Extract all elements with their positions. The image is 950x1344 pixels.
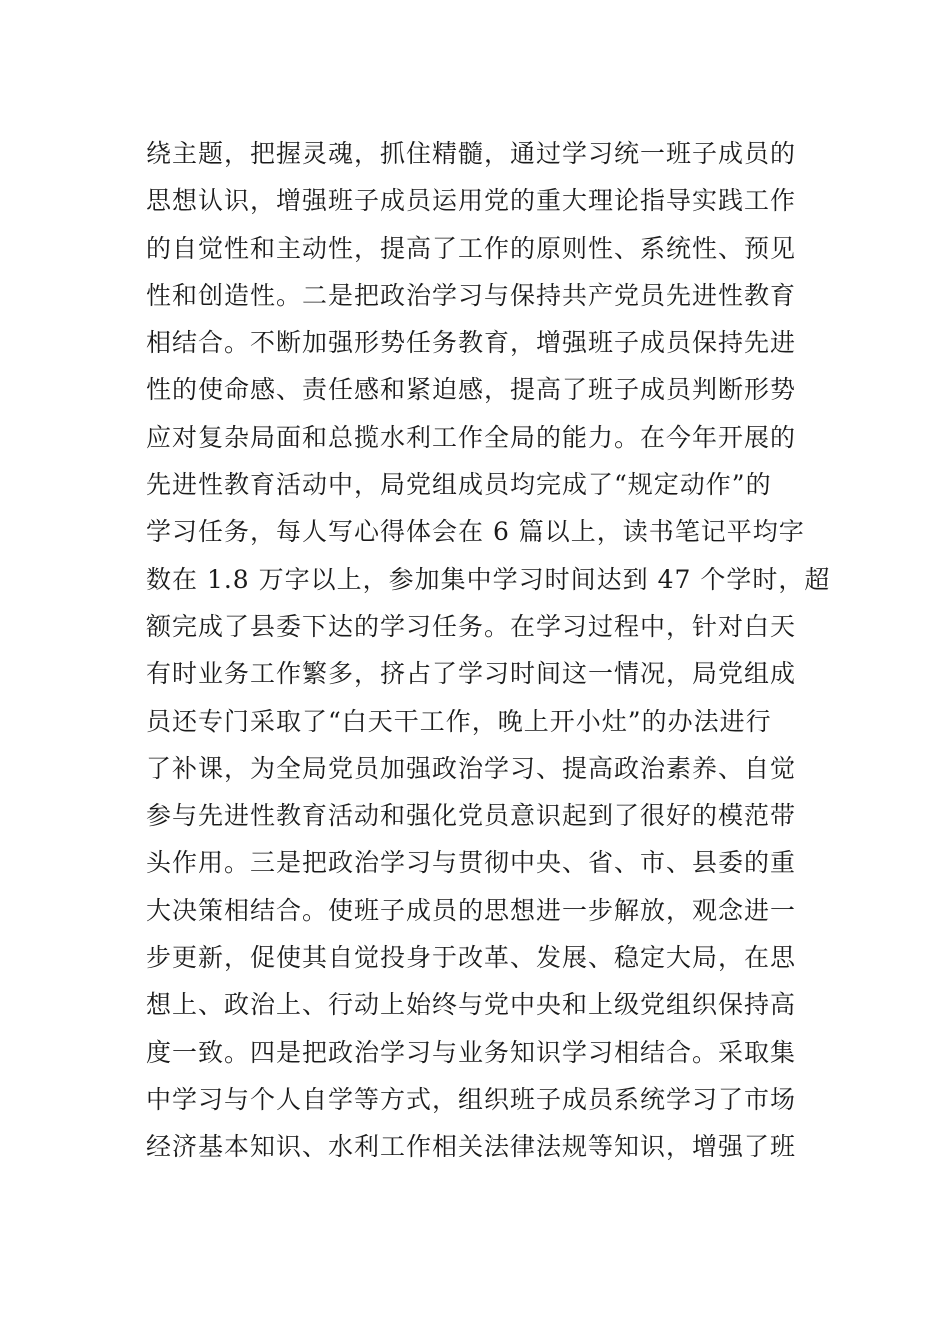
text-line: 思想认识，增强班子成员运用党的重大理论指导实践工作	[146, 186, 797, 216]
text-line: 有时业务工作繁多，挤占了学习时间这一情况，局党组成	[146, 659, 797, 689]
text-line: 先进性教育活动中，局党组成员均完成了“规定动作”的	[146, 470, 772, 500]
text-line: 应对复杂局面和总揽水利工作全局的能力。在今年开展的	[146, 422, 797, 452]
text-line: 大决策相结合。使班子成员的思想进一步解放，观念进一	[146, 895, 797, 925]
text-line: 头作用。三是把政治学习与贯彻中央、省、市、县委的重	[146, 848, 797, 878]
text-line: 了补课，为全局党员加强政治学习、提高政治素养、自觉	[146, 753, 797, 783]
text-line: 性和创造性。二是把政治学习与保持共产党员先进性教育	[146, 280, 797, 310]
text-line: 想上、政治上、行动上始终与党中央和上级党组织保持高	[146, 990, 797, 1020]
text-line: 经济基本知识、水利工作相关法律法规等知识，增强了班	[146, 1132, 797, 1162]
text-line: 的自觉性和主动性，提高了工作的原则性、系统性、预见	[146, 233, 797, 263]
text-line: 额完成了县委下达的学习任务。在学习过程中，针对白天	[146, 611, 797, 641]
text-line: 步更新，促使其自觉投身于改革、发展、稳定大局，在思	[146, 943, 797, 973]
text-line: 学习任务，每人写心得体会在 6 篇以上，读书笔记平均字	[146, 517, 805, 547]
text-line: 绕主题，把握灵魂，抓住精髓，通过学习统一班子成员的	[146, 139, 797, 168]
text-line: 相结合。不断加强形势任务教育，增强班子成员保持先进	[146, 328, 797, 358]
text-line: 中学习与个人自学等方式，组织班子成员系统学习了市场	[146, 1084, 797, 1114]
text-line: 数在 1.8 万字以上，参加集中学习时间达到 47 个学时，超	[146, 564, 831, 594]
text-line: 度一致。四是把政治学习与业务知识学习相结合。采取集	[146, 1037, 797, 1067]
text-line: 性的使命感、责任感和紧迫感，提高了班子成员判断形势	[146, 375, 797, 405]
text-line: 参与先进性教育活动和强化党员意识起到了很好的模范带	[146, 801, 797, 831]
body-text	[146, 130, 831, 1171]
text-line: 员还专门采取了“白天干工作，晚上开小灶”的办法进行	[146, 706, 772, 736]
